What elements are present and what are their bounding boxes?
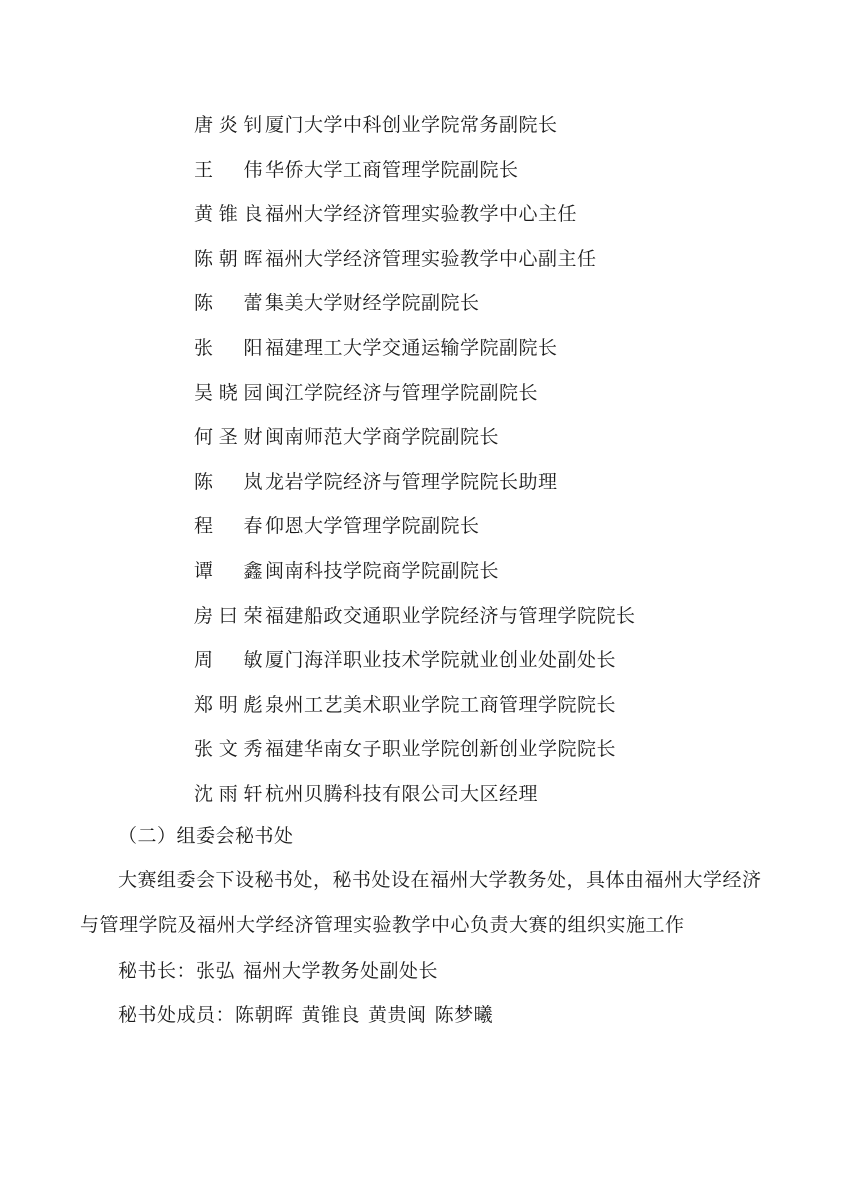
member-row	[194, 330, 636, 375]
member-name: 王伟	[194, 158, 263, 181]
member-row	[194, 508, 636, 553]
member-name: 郑明彪	[194, 693, 263, 716]
member-title: 福建船政交通职业学院经济与管理学院院长	[265, 604, 636, 627]
member-row	[194, 598, 636, 643]
staff-name: 黄贵闽	[368, 1004, 427, 1026]
member-name: 房曰荣	[194, 604, 263, 627]
staff-label: 秘书处成员：	[118, 1004, 236, 1026]
secretary-general-title: 福州大学教务处副处长	[243, 960, 439, 982]
secretary-general-name: 张弘	[196, 960, 236, 982]
member-row	[194, 285, 636, 330]
member-title: 福州大学经济管理实验教学中心主任	[265, 203, 578, 226]
member-title: 厦门大学中科创业学院常务副院长	[265, 114, 558, 136]
member-title: 厦门海洋职业技术学院就业创业处副处长	[265, 649, 617, 672]
member-title: 杭州贝腾科技有限公司大区经理	[265, 782, 539, 805]
secretariat-paragraph	[80, 858, 780, 948]
member-name: 沈雨轩	[194, 782, 263, 805]
member-title: 华侨大学工商管理学院副院长	[265, 158, 519, 181]
member-title: 闽南师范大学商学院副院长	[265, 426, 500, 449]
section-heading: （二）组委会秘书处	[118, 825, 294, 847]
member-title: 龙岩学院经济与管理学院院长助理	[265, 470, 558, 493]
member-row	[194, 196, 636, 241]
secretariat-staff-line	[118, 997, 501, 1033]
member-name: 周敏	[194, 649, 263, 672]
member-title: 福建理工大学交通运输学院副院长	[265, 336, 558, 359]
member-name: 张阳	[194, 336, 263, 359]
paragraph-line: 大赛组委会下设秘书处，秘书处设在福州大学教务处，具体由福州大学经济	[118, 869, 762, 891]
member-name: 黄锥良	[194, 203, 263, 226]
member-row	[194, 553, 636, 598]
member-row	[194, 642, 636, 687]
member-row	[194, 731, 636, 776]
member-row	[194, 152, 636, 197]
member-title: 福建华南女子职业学院创新创业学院院长	[265, 738, 617, 761]
secretary-general-line	[118, 953, 438, 989]
member-name: 程春	[194, 515, 263, 538]
member-name: 吴晓园	[194, 381, 263, 404]
member-title: 仰恩大学管理学院副院长	[265, 515, 480, 538]
member-name: 陈朝晖	[194, 247, 263, 270]
member-title: 集美大学财经学院副院长	[265, 292, 480, 315]
member-title: 福州大学经济管理实验教学中心副主任	[265, 247, 597, 270]
member-name: 张文秀	[194, 738, 263, 761]
member-row	[194, 107, 636, 152]
staff-name: 陈梦曦	[434, 1004, 494, 1026]
member-row	[194, 419, 636, 464]
member-name: 唐炎钊	[194, 114, 263, 136]
paragraph-line: 与管理学院及福州大学经济管理实验教学中心负责大赛的组织实施工作	[80, 914, 685, 936]
staff-name: 黄锥良	[301, 1004, 361, 1026]
secretary-general-label: 秘书长：	[118, 960, 197, 982]
member-row	[194, 776, 636, 821]
member-title: 泉州工艺美术职业学院工商管理学院院长	[265, 693, 617, 716]
staff-name: 陈朝晖	[235, 1004, 294, 1026]
member-row	[194, 375, 636, 420]
member-row	[194, 464, 636, 509]
member-title: 闽江学院经济与管理学院副院长	[265, 381, 539, 404]
committee-member-list	[194, 107, 636, 821]
member-name: 谭鑫	[194, 559, 263, 582]
member-row	[194, 687, 636, 732]
member-title: 闽南科技学院商学院副院长	[265, 559, 500, 582]
member-name: 何圣财	[194, 426, 263, 449]
member-name: 陈蕾	[194, 292, 263, 315]
member-name: 陈岚	[194, 470, 263, 493]
member-row	[194, 241, 636, 286]
